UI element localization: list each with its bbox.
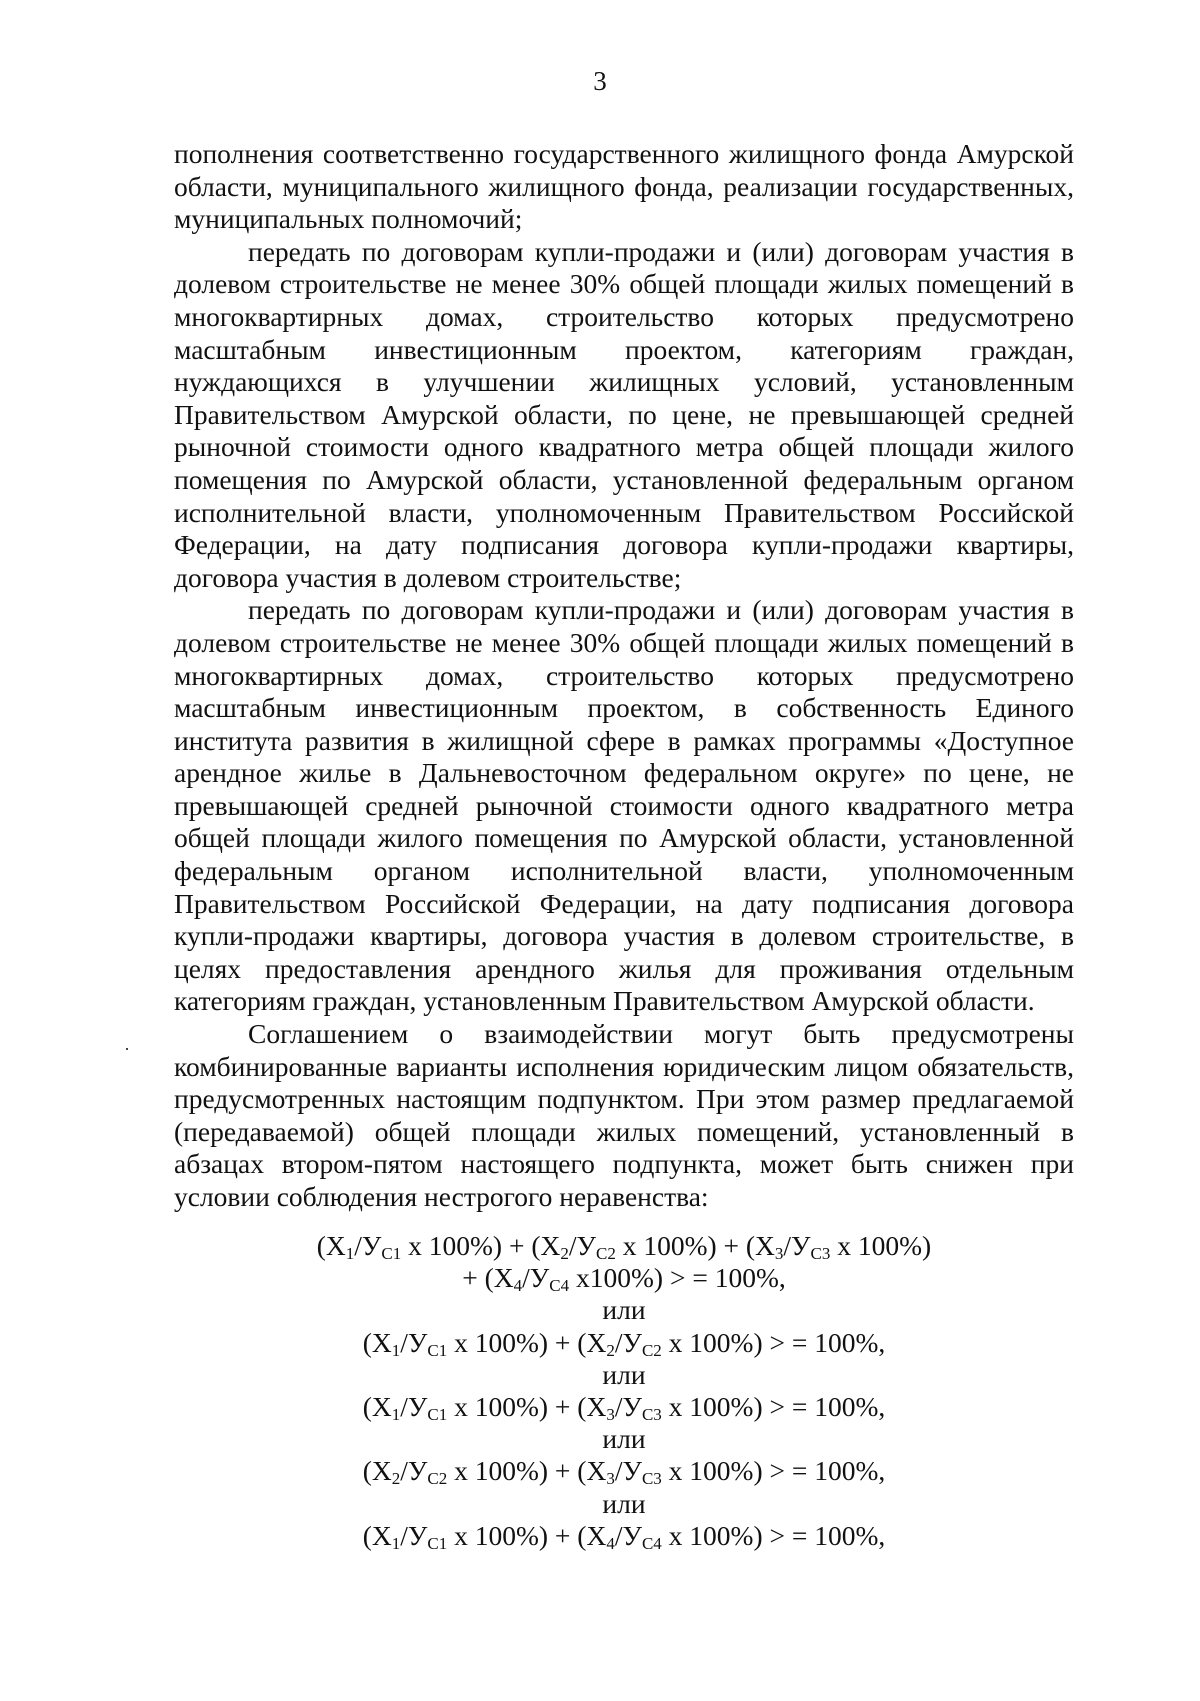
formula-5: ($X_1/У_{C1}$ х $100\%) + (X_4/У_{C4}$ х 100%) > = 100%, xyxy=(362,1519,886,1553)
formula-1-line-1: ($X_1/У_{C1}$ х $100\%) + (X_2/У_{C2}$ х $100\%) + (X_3/У_{C3}$ х 100%) xyxy=(316,1230,932,1263)
paragraph-sale-to-development-institute: передать по договорам купли-продажи и (или) договорам участия в долевом строительстве не менее 30% общей площади жилых помещений в многоквартирных домах, строительство которых предусмотрено масштабным инвестиционным проектом, в собственность Единого института развития в жилищной сфере в рамках программы «Доступное арендное жилье в Дальневосточном федеральном округе» по цене, не превышающей средней рыночной стоимости одного квадратного метра общей площади жилого помещения по Амурской области, установленной федеральным органом исполнительной власти, уполномоченным Правительством Российской Федерации, на дату подписания договора купли-продажи квартиры, договора участия в долевом строительстве, в целях предоставления арендного жилья для проживания отдельным категориям граждан, установленным Правительством Амурской области. xyxy=(174,594,1074,1017)
or-separator: или xyxy=(602,1294,646,1326)
or-separator: или xyxy=(602,1487,646,1519)
formula-3: ($X_1/У_{C1}$ х $100\%) + (X_3/У_{C3}$ х 100%) > = 100%, xyxy=(362,1391,886,1425)
paragraph-combined-options: Соглашением о взаимодействии могут быть предусмотрены комбинированные варианты исполнения юридическим лицом обязательств, предусмотренных настоящим подпунктом. При этом размер предлагаемой (передаваемой) общей площади жилых помещений, установленный в абзацах втором-пятом настоящего подпункта, может быть снижен при условии соблюдения нестрогого неравенства: xyxy=(174,1018,1074,1212)
or-separator: или xyxy=(602,1423,646,1455)
formula-2: ($X_1/У_{C1}$ х $100\%) + (X_2/У_{C2}$ х 100%) > = 100%, xyxy=(362,1326,886,1360)
inequality-block xyxy=(174,1230,1074,1552)
paragraph-sale-to-citizens: передать по договорам купли-продажи и (или) договорам участия в долевом строительстве не менее 30% общей площади жилых помещений в многоквартирных домах, строительство которых предусмотрено масштабным инвестиционным проектом, категориям граждан, нуждающихся в улучшении жилищных условий, установленным Правительством Амурской области, по цене, не превышающей средней рыночной стоимости одного квадратного метра общей площади жилого помещения по Амурской области, установленной федеральным органом исполнительной власти, уполномоченным Правительством Российской Федерации, на дату подписания договора купли-продажи квартиры, договора участия в долевом строительстве; xyxy=(174,235,1074,593)
margin-mark xyxy=(126,1048,128,1050)
or-separator: или xyxy=(602,1358,646,1390)
formula-1-line-2: + ($X_4/У_{C4}$ х100%) > = 100%, xyxy=(462,1262,786,1296)
body-text xyxy=(174,138,1074,1214)
paragraph-continuation: пополнения соответственно государственного жилищного фонда Амурской области, муниципального жилищного фонда, реализации государственных, муниципальных полномочий; xyxy=(174,138,1074,235)
page-number: 3 xyxy=(593,66,607,96)
formula-4: ($X_2/У_{C2}$ х $100\%) + (X_3/У_{C3}$ х 100%) > = 100%, xyxy=(362,1455,886,1489)
